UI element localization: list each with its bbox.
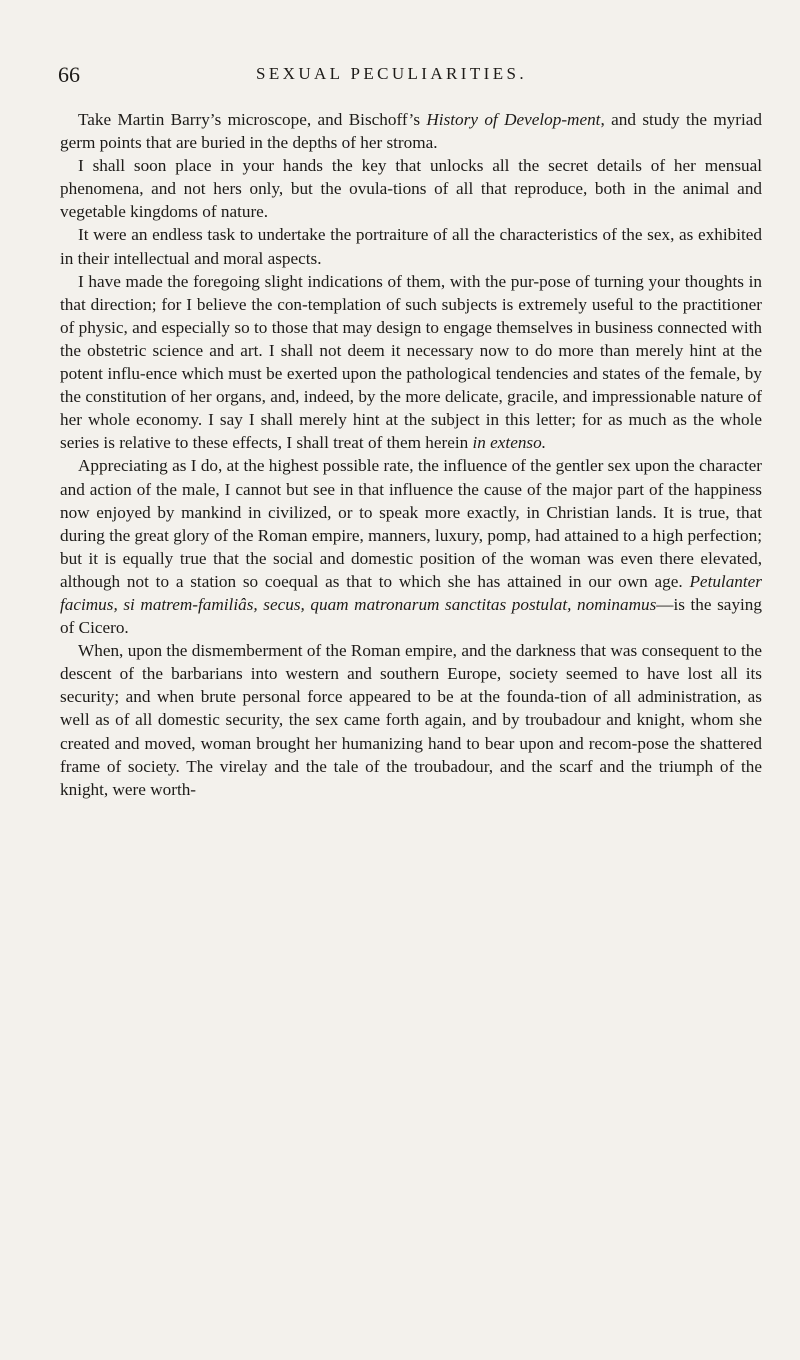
- body-text: [60, 108, 762, 801]
- text-run: Appreciating as I do, at the highest possible rate, the influence of the gentler sex upon the character and action of the male, I cannot but see in that influence the cause of the major part of the happiness now enjoyed by mankind in civilized, or to speak more exactly, in Christian lands. It is true, that during the great glory of the Roman empire, manners, luxury, pomp, had attained to a high perfection; but it is equally true that the social and domestic position of the woman was even there elevated, although not to a station so coequal as that to which she has attained in our own age.: [60, 456, 762, 591]
- text-run: It were an endless task to undertake the portraiture of all the characteristics of the sex, as exhibited in their intellectual and moral aspects.: [60, 225, 762, 268]
- text-run: When, upon the dismemberment of the Roman empire, and the darkness that was consequent to the descent of the barbarians into western and southern Europe, society seemed to have lost all its security; and when brute personal force appeared to be at the founda-tion of all administration, as well as of all domestic security, the sex came forth again, and by troubadour and knight, whom she created and moved, woman brought her humanizing hand to bear upon and recom-pose the shattered frame of society. The virelay and the tale of the troubadour, and the scarf and the triumph of the knight, were worth-: [60, 641, 762, 799]
- italic-text: in extenso.: [472, 433, 547, 453]
- text-run: Take Martin Barry’s microscope, and Bischoff’s: [78, 110, 427, 129]
- paragraph: [60, 454, 762, 639]
- paragraph: [60, 223, 762, 269]
- paragraph: [60, 270, 762, 455]
- running-head: [58, 62, 763, 92]
- paragraph: [60, 108, 762, 154]
- text-run: —is the saying of Cicero.: [60, 594, 762, 638]
- page-number: 66: [58, 62, 80, 87]
- paragraph: [60, 639, 762, 801]
- text-run: I shall soon place in your hands the key that unlocks all the secret details of her mensual phenomena, and not hers only, but the ovula-tions of all that reproduce, both in the animal and vegetable kingdoms of nature.: [60, 156, 762, 222]
- italic-text: Petulanter facimus, si matrem-familiâs, secus, quam matronarum sanctitas postulat, nominamus: [60, 571, 762, 614]
- italic-text: History of Develop-ment: [426, 110, 601, 129]
- paragraph: [60, 154, 762, 223]
- text-run: I have made the foregoing slight indications of them, with the pur-pose of turning your thoughts in that direction; for I believe the con-templation of such subjects is extremely useful to the practitioner of physic, and especially so to those that may design to engage themselves in business connected with the obstetric science and art. I shall not deem it necessary now to do more than merely hint at the potent influ-ence which must be exerted upon the pathological tendencies and states of the female, by the constitution of her organs, and, indeed, by the more delicate, gracile, and impressionable nature of her whole economy. I say I shall merely hint at the subject in this letter; for as much as the whole series is relative to these effects, I shall treat of them herein: [60, 271, 762, 453]
- text-run: , and study the myriad germ points that are buried in the depths of her stroma.: [60, 110, 762, 153]
- running-title: SEXUAL PECULIARITIES.: [256, 64, 527, 83]
